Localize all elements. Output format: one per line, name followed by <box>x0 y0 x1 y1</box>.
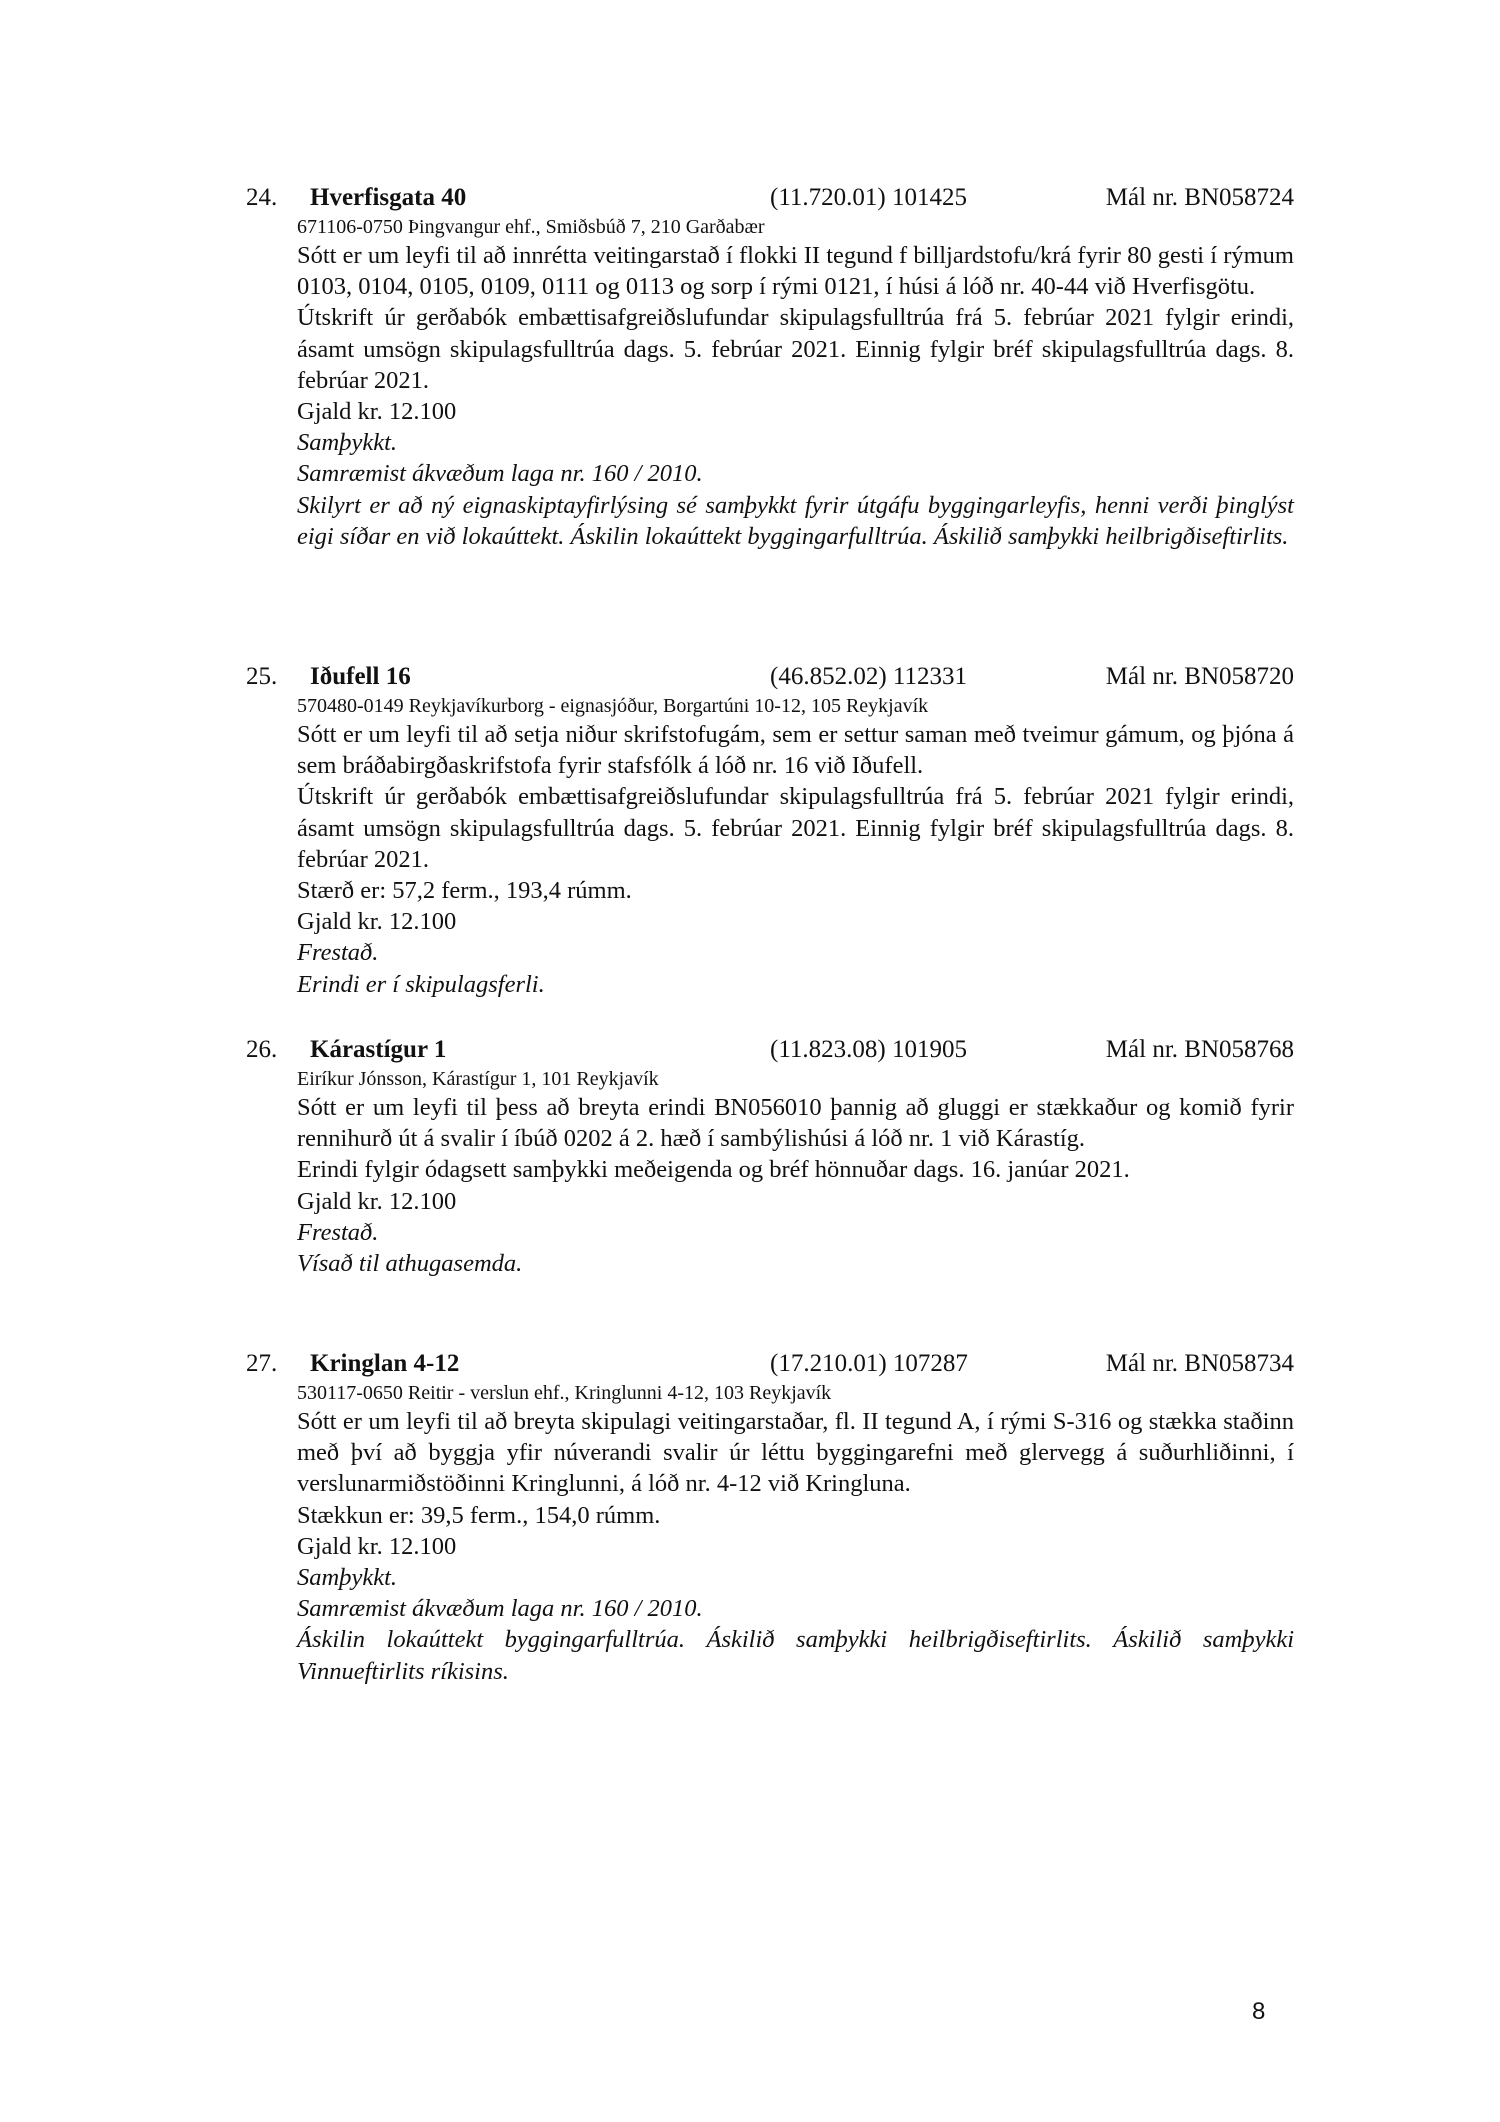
case-no: Mál nr. BN058768 <box>1105 1036 1294 1063</box>
description: Sótt er um leyfi til að innrétta veitingarstað í flokki II tegund f billjardstofu/krá fyrir 80 gesti í rýmum 0103, 0104, 0105, 0109, 0111 og 0113 og sorp í rými 0121, í húsi á lóð nr. 40-44 við Hverfisgötu. <box>297 242 1294 301</box>
applicant: 530117-0650 Reitir - verslun ehf., Kringlunni 4-12, 103 Reykjavík <box>297 1382 832 1404</box>
fee: Gjald kr. 12.100 <box>297 398 457 426</box>
land-id: (11.720.01) 101425 <box>770 184 967 211</box>
case-body <box>297 1380 1294 1687</box>
attachment: Útskrift úr gerðabók embættisafgreiðslufundar skipulagsfulltrúa frá 5. febrúar 2021 fylgir erindi, ásamt umsögn skipulagsfulltrúa dags. 5. febrúar 2021. Einnig fylgir bréf skipulagsfulltrúa dags. 8. febrúar 2021. <box>297 783 1294 873</box>
case-header <box>246 1034 1294 1066</box>
attachment: Útskrift úr gerðabók embættisafgreiðslufundar skipulagsfulltrúa frá 5. febrúar 2021 fylgir erindi, ásamt umsögn skipulagsfulltrúa dags. 5. febrúar 2021. Einnig fylgir bréf skipulagsfulltrúa dags. 8. febrúar 2021. <box>297 304 1294 394</box>
decision: Frestað. <box>297 1218 379 1246</box>
case-no: Mál nr. BN058734 <box>1105 1350 1294 1377</box>
case-address: Kárastígur 1 <box>310 1036 447 1063</box>
case-no: Mál nr. BN058720 <box>1105 663 1294 690</box>
case-number: 26. <box>246 1036 278 1063</box>
attachment: Erindi fylgir ódagsett samþykki meðeigenda og bréf hönnuðar dags. 16. janúar 2021. <box>297 1156 1130 1184</box>
case-body <box>297 693 1294 1000</box>
case-item-26 <box>246 1034 1294 1279</box>
case-number: 25. <box>246 663 278 690</box>
case-body <box>297 1066 1294 1279</box>
page-number: 8 <box>1252 1998 1266 2025</box>
case-body <box>297 214 1294 552</box>
case-header <box>246 661 1294 693</box>
land-id: (11.823.08) 101905 <box>770 1036 967 1063</box>
conditions: Áskilin lokaúttekt byggingarfulltrúa. Áskilið samþykki heilbrigðiseftirlits. Áskilið samþykki Vinnueftirlits ríkisins. <box>297 1626 1294 1685</box>
case-no: Mál nr. BN058724 <box>1105 184 1294 211</box>
applicant: Eiríkur Jónsson, Kárastígur 1, 101 Reykjavík <box>297 1068 659 1090</box>
case-item-27 <box>246 1348 1294 1687</box>
case-item-24 <box>246 182 1294 552</box>
case-address: Hverfisgata 40 <box>310 184 467 211</box>
size: Stækkun er: 39,5 ferm., 154,0 rúmm. <box>297 1501 661 1529</box>
note: Vísað til athugasemda. <box>297 1250 523 1278</box>
description: Sótt er um leyfi til að setja niður skrifstofugám, sem er settur saman með tveimur gámum, og þjóna á sem bráðabirgðaskrifstofa fyrir stafsfólk á lóð nr. 16 við Iðufell. <box>297 721 1294 780</box>
case-number: 24. <box>246 184 278 211</box>
fee: Gjald kr. 12.100 <box>297 1187 457 1215</box>
case-address: Iðufell 16 <box>310 663 411 690</box>
case-address: Kringlan 4-12 <box>310 1350 460 1377</box>
note: Erindi er í skipulagsferli. <box>297 970 545 998</box>
land-id: (46.852.02) 112331 <box>770 663 967 690</box>
case-item-25 <box>246 661 1294 1000</box>
case-header <box>246 1348 1294 1380</box>
applicant: 570480-0149 Reykjavíkurborg - eignasjóður, Borgartúni 10-12, 105 Reykjavík <box>297 695 929 717</box>
fee: Gjald kr. 12.100 <box>297 1532 457 1560</box>
land-id: (17.210.01) 107287 <box>770 1350 968 1377</box>
conditions: Skilyrt er að ný eignaskiptayfirlýsing sé samþykkt fyrir útgáfu byggingarleyfis, henni verði þinglýst eigi síðar en við lokaúttekt. Áskilin lokaúttekt byggingarfulltrúa. Áskilið samþykki heilbrigðiseftirlits. <box>297 491 1294 550</box>
case-header <box>246 182 1294 214</box>
applicant: 671106-0750 Þingvangur ehf., Smiðsbúð 7, 210 Garðabær <box>297 216 765 238</box>
decision: Samþykkt. <box>297 429 397 457</box>
description: Sótt er um leyfi til þess að breyta erindi BN056010 þannig að gluggi er stækkaður og komið fyrir rennihurð út á svalir í íbúð 0202 á 2. hæð í sambýlishúsi á lóð nr. 1 við Kárastíg. <box>297 1094 1294 1153</box>
decision: Samþykkt. <box>297 1564 397 1592</box>
decision: Frestað. <box>297 939 379 967</box>
fee: Gjald kr. 12.100 <box>297 908 457 936</box>
case-number: 27. <box>246 1350 278 1377</box>
size: Stærð er: 57,2 ferm., 193,4 rúmm. <box>297 877 632 905</box>
description: Sótt er um leyfi til að breyta skipulagi veitingarstaðar, fl. II tegund A, í rými S-316 og stækka staðinn með því að byggja yfir núverandi svalir úr léttu byggingarefni með glervegg á suðurhliðinni, í verslunarmiðstöðinni Kringlunni, á lóð nr. 4-12 við Kringluna. <box>297 1408 1294 1498</box>
conformity: Samræmist ákvæðum laga nr. 160 / 2010. <box>297 1595 703 1623</box>
conformity: Samræmist ákvæðum laga nr. 160 / 2010. <box>297 460 703 488</box>
